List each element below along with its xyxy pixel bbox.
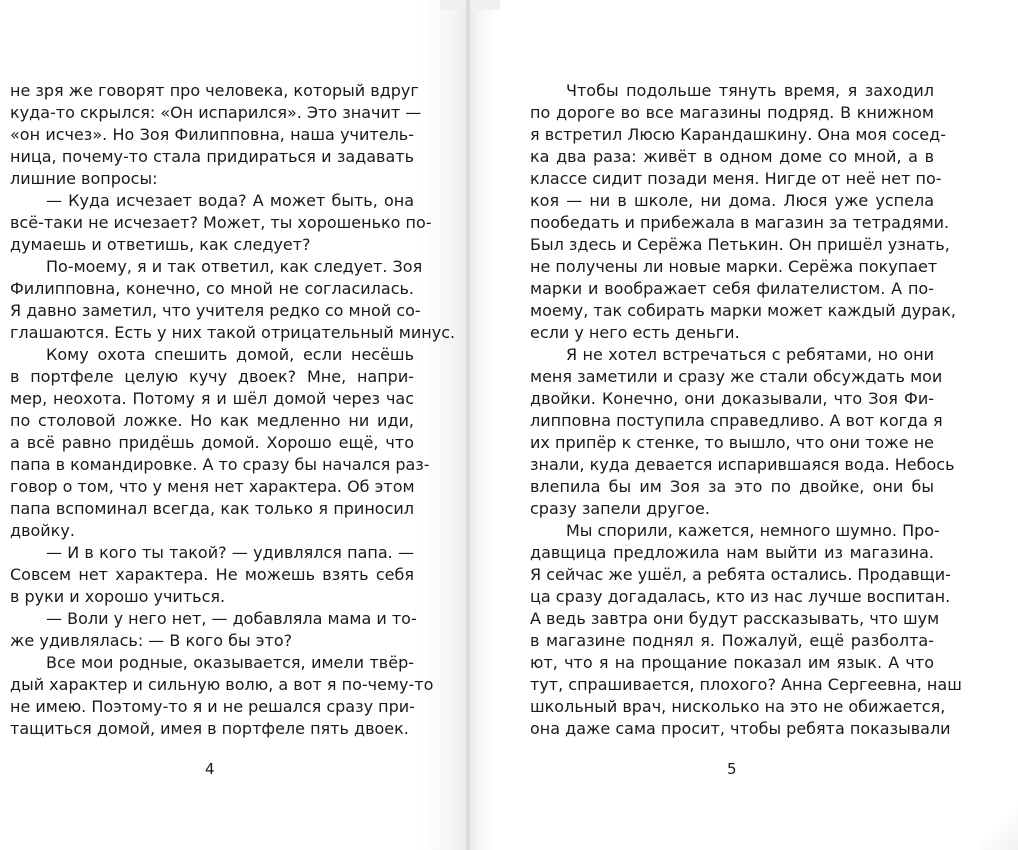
text-line: не получены ли новые марки. Серёжа покупает (530, 257, 938, 276)
right-page-text (530, 80, 962, 740)
text-line: мер, неохота. Потому я и шёл домой через час (10, 389, 414, 408)
text-line: в портфеле целую кучу двоек? Мне, напри- (10, 367, 414, 386)
text-line: сразу запели другое. (530, 499, 710, 518)
text-line: их припёр к стенке, то вышло, что они тоже не (530, 433, 934, 452)
text-line: я встретил Люсю Карандашкину. Она моя сосед- (530, 125, 946, 144)
text-line: не зря же говорят про человека, который вдруг (10, 81, 419, 100)
left-page-number: 4 (205, 760, 215, 778)
text-line: Филипповна, конечно, со мной не согласилась. (10, 279, 414, 298)
text-line: она даже сама просит, чтобы ребята показывали (530, 719, 951, 738)
text-line: А ведь завтра они будут рассказывать, что шум (530, 609, 940, 628)
text-line: — Куда исчезает вода? А может быть, она (46, 191, 414, 210)
text-line: школьный врач, нисколько на это не обижается, (530, 697, 946, 716)
book-gutter (466, 0, 470, 850)
text-line: всё-таки не исчезает? Может, ты хорошенько по- (10, 213, 432, 232)
text-line: Чтобы подольше тянуть время, я заходил (566, 81, 934, 100)
text-line: по дороге во все магазины подряд. В книжном (530, 103, 934, 122)
text-line: Кому охота спешить домой, если несёшь (46, 345, 414, 364)
text-line: По-моему, я и так ответил, как следует. Зоя (46, 257, 423, 276)
text-line: куда-то скрылся: «Он испарился». Это значит — (10, 103, 422, 122)
text-line: тащиться домой, имея в портфеле пять двоек. (10, 719, 409, 738)
text-line: — И в кого ты такой? — удивлялся папа. — (46, 543, 414, 562)
text-line: знали, куда девается испарившаяся вода. Небось (530, 455, 955, 474)
text-line: двойки. Конечно, они доказывали, что Зоя Фи- (530, 389, 934, 408)
text-line: Я сейчас же ушёл, а ребята остались. Продавщи- (530, 565, 951, 584)
text-line: а всё равно придёшь домой. Хорошо ещё, что (10, 433, 414, 452)
text-line: дый характер и сильную волю, а вот я по-чему-то (10, 675, 434, 694)
text-line: марки и воображает себя филателистом. А по- (530, 279, 934, 298)
text-line: лишние вопросы: (10, 169, 158, 188)
text-line: липповна поступила справедливо. А вот когда я (530, 411, 943, 430)
text-line: ница, почему-то стала придираться и задавать (10, 147, 414, 166)
text-line: двойку. (10, 521, 75, 540)
text-line: меня заметили и сразу же стали обсуждать мои (530, 367, 943, 386)
text-line: Я не хотел встречаться с ребятами, но они (566, 345, 934, 364)
text-line: глашаются. Есть у них такой отрицательный минус. (10, 323, 456, 342)
text-line: думаешь и ответишь, как следует? (10, 235, 311, 254)
text-line: же удивлялась: — В кого бы это? (10, 631, 293, 650)
text-line: пообедать и прибежала в магазин за тетрадями. (530, 213, 950, 232)
text-line: Я давно заметил, что учителя редко со мной со- (10, 301, 421, 320)
text-line: моему, так собирать марки может каждый дурак, (530, 301, 956, 320)
right-page (468, 0, 1018, 850)
gutter-top-shadow (440, 0, 500, 10)
text-line: ют, что я на прощание показал им язык. А что (530, 653, 934, 672)
text-line: Был здесь и Серёжа Петькин. Он пришёл узнать, (530, 235, 950, 254)
text-line: в магазине поднял я. Пожалуй, ещё разболта- (530, 631, 934, 650)
right-page-number: 5 (727, 760, 737, 778)
text-line: говор о том, что у меня нет характера. Об этом (10, 477, 415, 496)
text-line: тут, спрашивается, плохого? Анна Сергеевна, наш (530, 675, 962, 694)
left-page (0, 0, 468, 850)
text-line: не имею. Поэтому-то я и не решался сразу при- (10, 697, 415, 716)
text-line: влепила бы им Зоя за это по двойке, они бы (530, 477, 934, 496)
text-line: по столовой ложке. Но как медленно ни иди, (10, 411, 414, 430)
text-line: ца сразу догадалась, кто из нас лучше воспитан. (530, 587, 951, 606)
text-line: в руки и хорошо учиться. (10, 587, 226, 606)
text-line: Мы спорили, кажется, немного шумно. Про- (566, 521, 940, 540)
text-line: папа в командировке. А то сразу бы начался раз- (10, 455, 430, 474)
text-line: «он исчез». Но Зоя Филипповна, наша учитель- (10, 125, 414, 144)
text-line: ка два раза: живёт в одном доме со мной, а в (530, 147, 934, 166)
left-page-text (10, 80, 456, 740)
text-line: папа вспоминал всегда, как только я приносил (10, 499, 414, 518)
text-line: классе сидит позади меня. Нигде от неё нет по- (530, 169, 942, 188)
text-line: Все мои родные, оказывается, имели твёр- (46, 653, 414, 672)
text-line: если у него есть деньги. (530, 323, 740, 342)
text-line: — Воли у него нет, — добавляла мама и то- (46, 609, 417, 628)
text-line: коя — ни в школе, ни дома. Люся уже успела (530, 191, 934, 210)
text-line: Совсем нет характера. Не можешь взять себя (10, 565, 414, 584)
page-corner-shadow (978, 790, 1018, 850)
text-line: давщица предложила нам выйти из магазина. (530, 543, 934, 562)
